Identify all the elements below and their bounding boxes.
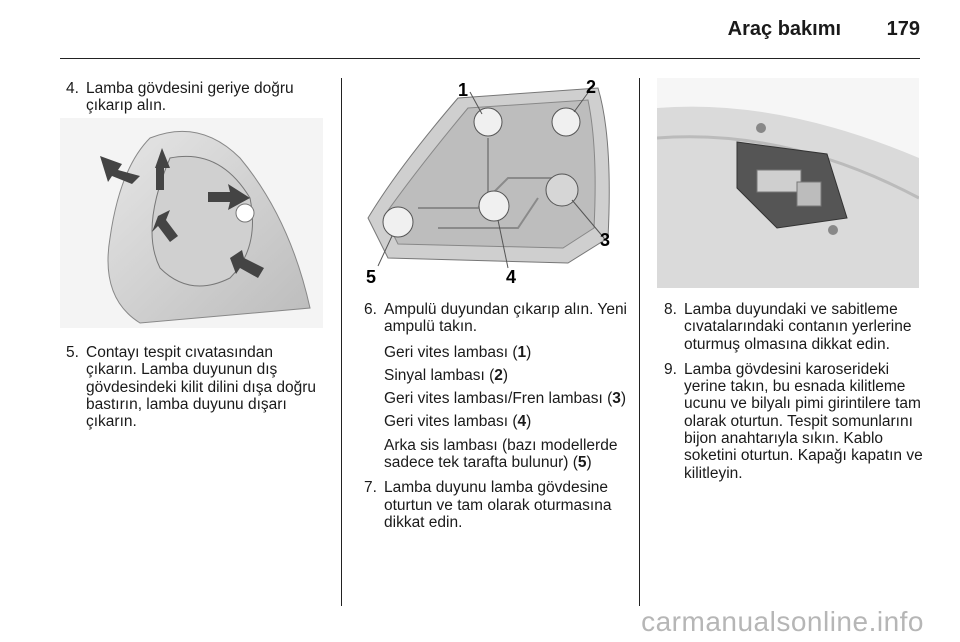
step-5 <box>66 344 328 430</box>
step-4-text: Lamba gövdesini geriye doğru çıkarıp alın. <box>86 80 294 115</box>
step-7 <box>364 479 632 531</box>
column-1-lower <box>66 344 328 442</box>
step-5-number: 5. <box>66 344 79 361</box>
bulb-item: Sinyal lambası (2) <box>384 366 509 384</box>
section-title: Araç bakımı <box>727 18 842 40</box>
step-4-number: 4. <box>66 80 79 97</box>
column-divider-2 <box>639 78 640 606</box>
step-8-number: 8. <box>664 301 677 318</box>
step-8 <box>664 301 924 353</box>
step-5-text: Contayı tespit cıvatasından çıkarın. Lamba duyunun dış gövdesindeki kilit dilini dışa doğru bastırın, lamba duyunu dışarı çıkarın. <box>86 344 317 431</box>
step-6-text: Ampulü duyundan çıkarıp alın. Yeni ampulü takın. <box>384 301 628 336</box>
header-rule <box>60 58 920 59</box>
step-4 <box>66 80 328 115</box>
page-header <box>728 18 920 41</box>
step-9-number: 9. <box>664 360 677 378</box>
step-9 <box>664 361 924 482</box>
figure-lamp-housing-removal <box>60 118 323 328</box>
figure-bulb-holder <box>358 78 623 288</box>
column-3 <box>664 301 924 494</box>
watermark: carmanualsonline.info <box>641 606 924 637</box>
page-number: 179 <box>886 18 920 40</box>
callout-5: 5 <box>366 267 377 287</box>
step-8-text: Lamba duyundaki ve sabitleme cıvatalarındaki contanın yerlerine oturmuş olmasına dikkat edin. <box>684 301 912 353</box>
column-divider-1 <box>341 78 342 606</box>
bulb-item: Arka sis lambası (bazı modellerde sadece tek tarafta bulunur) (5) <box>384 436 618 472</box>
bulb-item: Geri vites lambası/Fren lambası (3) <box>384 390 627 408</box>
column-2 <box>364 301 632 543</box>
callout-1: 1 <box>458 80 469 100</box>
callout-4: 4 <box>506 267 517 287</box>
figure-installed-holder <box>657 78 919 288</box>
bulb-item: Geri vites lambası (1) <box>384 343 532 361</box>
step-7-number: 7. <box>364 479 377 497</box>
step-6 <box>364 301 632 336</box>
step-7-text: Lamba duyunu lamba gövdesine oturtun ve tam olarak oturmasına dikkat edin. <box>384 479 612 531</box>
bulb-item: Geri vites lambası (4) <box>384 413 532 431</box>
callout-2: 2 <box>586 78 597 97</box>
step-6-number: 6. <box>364 301 377 318</box>
step-9-text: Lamba gövdesini karoserideki yerine takın, bu esnada kilitleme ucunu ve bilyalı pimi girintilere tam olarak oturtun. Tespit somunlarını bijon anahtarıyla sıkın. Kablo soketini oturtun. Kapağı kapatın ve kilitleyin. <box>684 360 923 482</box>
callout-3: 3 <box>600 230 611 250</box>
